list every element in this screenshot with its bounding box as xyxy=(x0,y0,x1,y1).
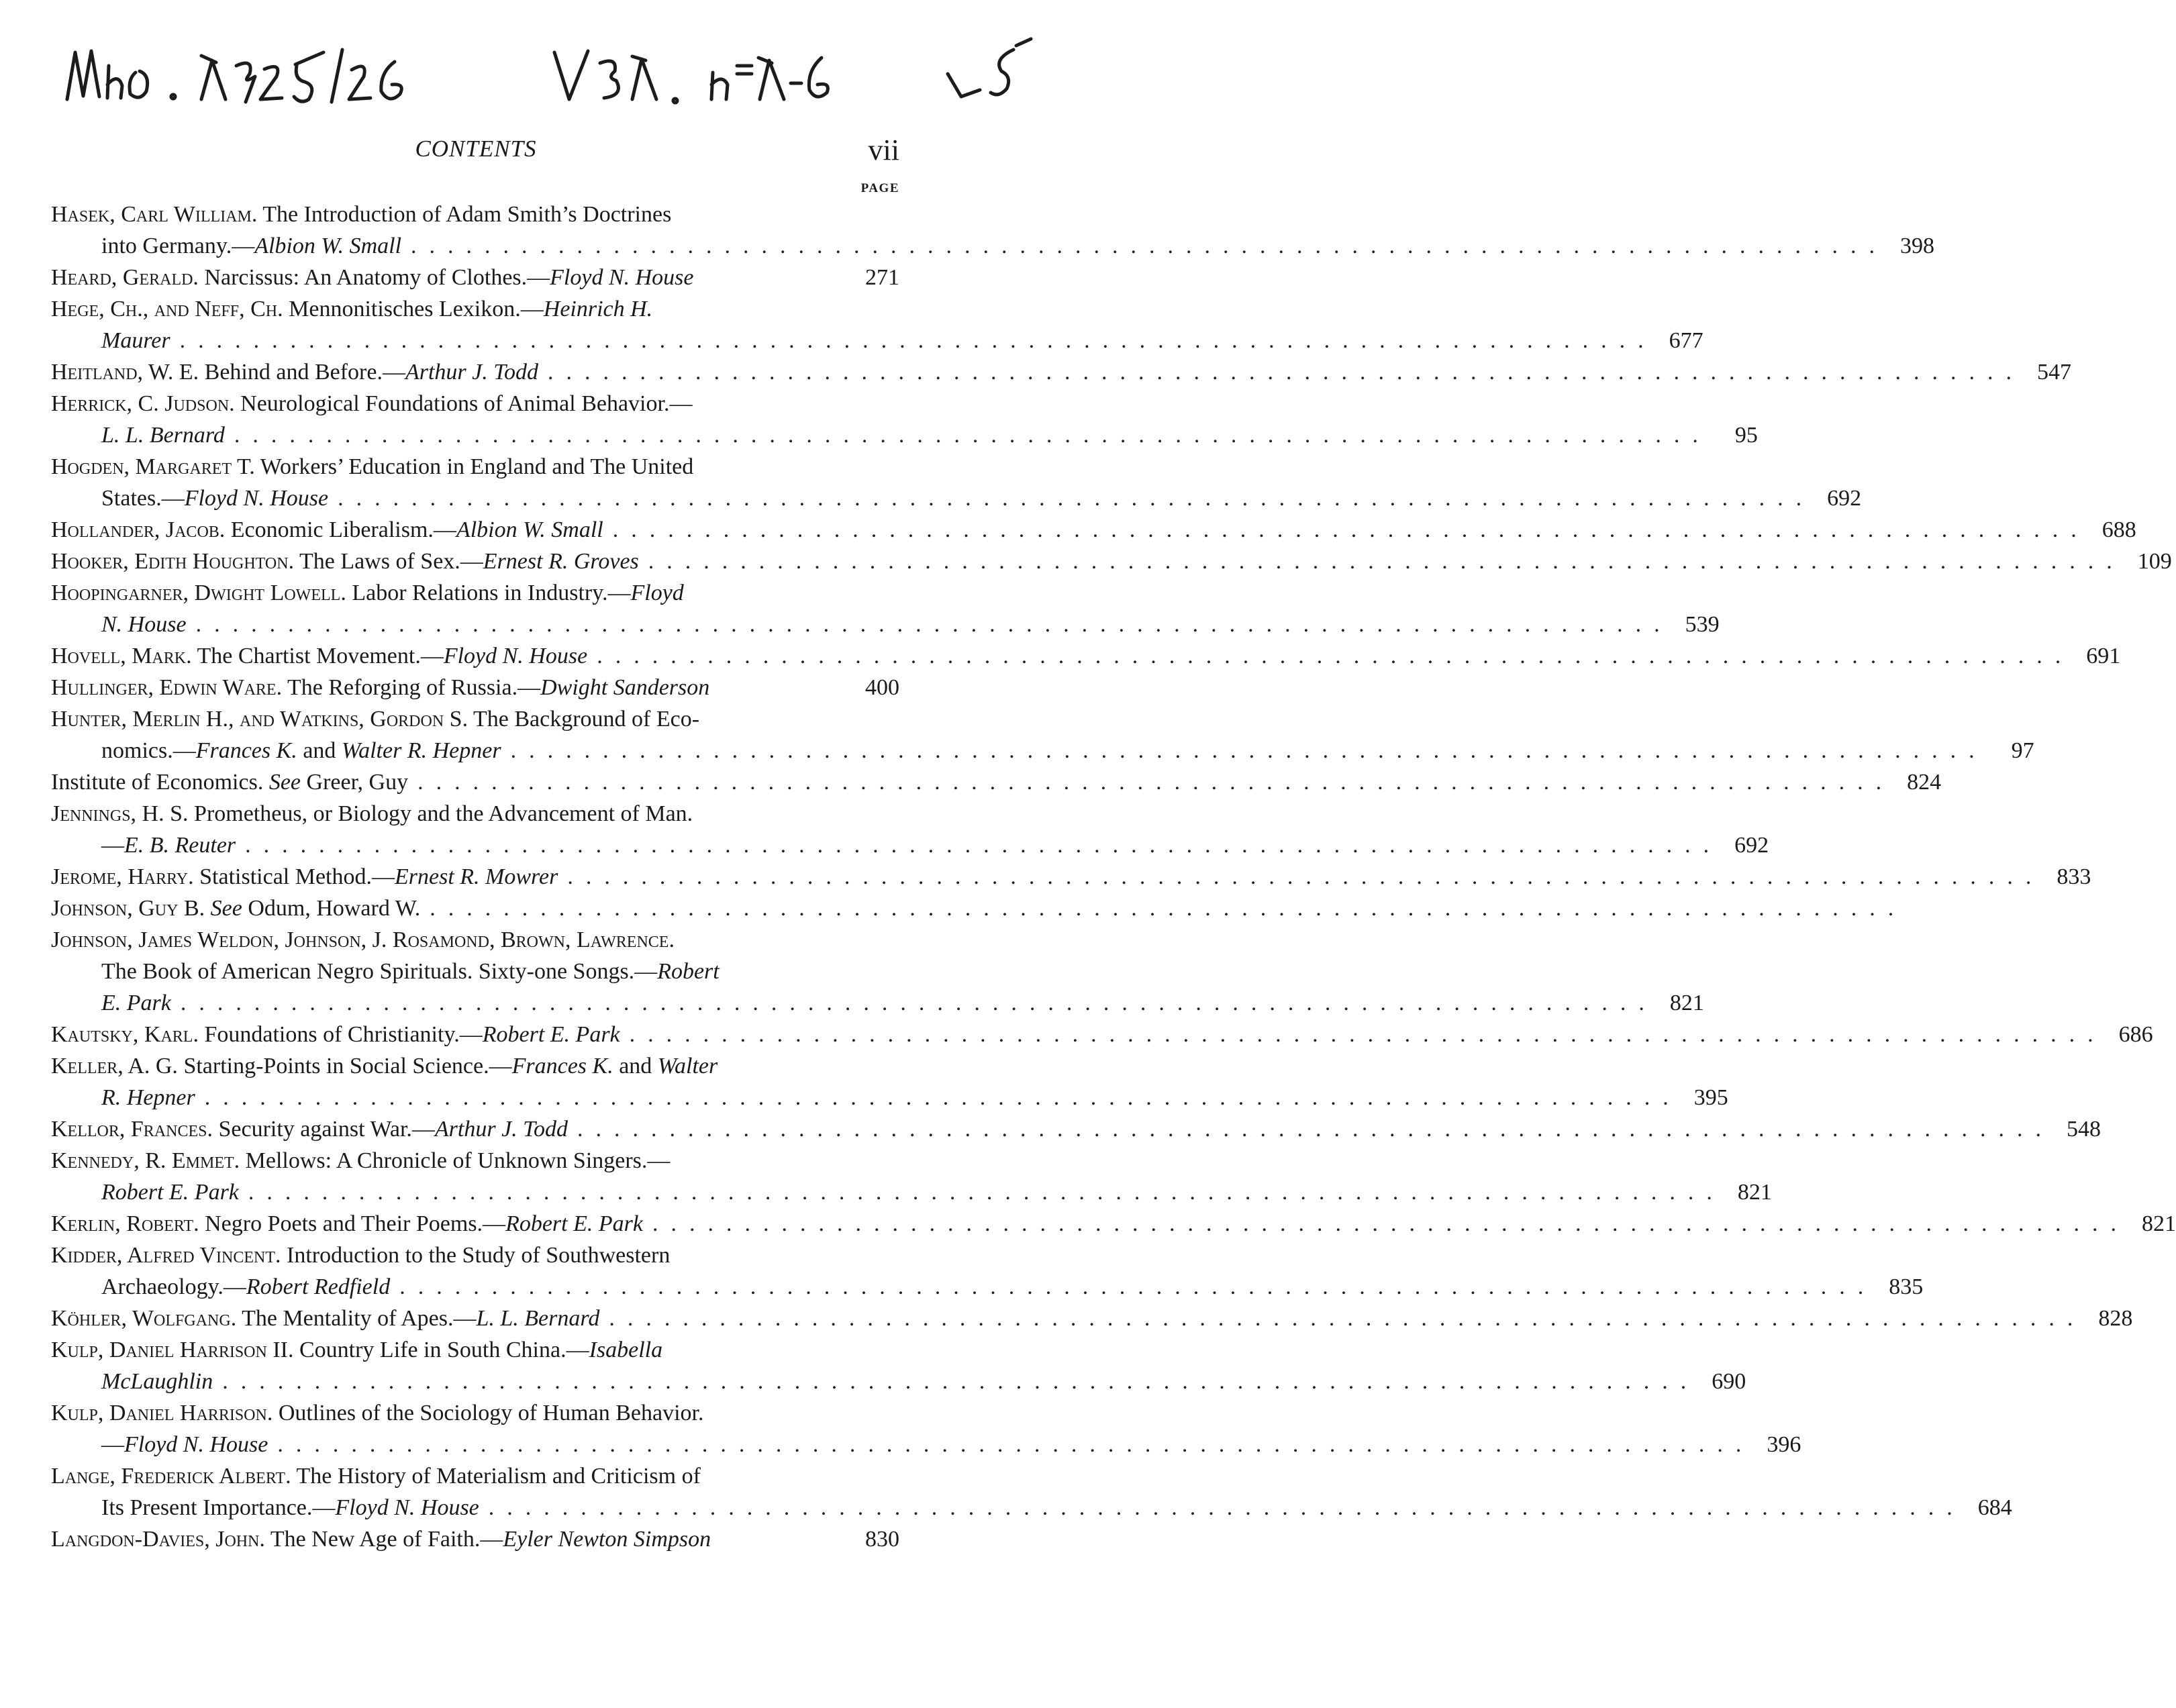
entry-reviewer: Floyd N. House xyxy=(443,644,588,668)
entry-reviewer: Ernest R. Groves xyxy=(483,549,639,574)
entry-reviewer: Dwight Sanderson xyxy=(540,675,710,700)
entry-reviewer: Eyler Newton Simpson xyxy=(503,1527,711,1552)
handwritten-catalog-note xyxy=(60,32,1054,113)
entry-line xyxy=(51,735,2034,766)
contents-entry xyxy=(51,1019,2153,1050)
entry-title-text: Greer, Guy xyxy=(301,770,409,795)
entry-title-text: Statistical Method.— xyxy=(193,864,395,889)
entry-author: Hollander, Jacob. xyxy=(51,517,226,542)
entry-line xyxy=(51,893,1907,924)
entry-line xyxy=(51,672,899,703)
entry-author: Johnson, Guy B. xyxy=(51,896,205,921)
contents-entry xyxy=(51,703,2034,766)
entry-reviewer: Robert Redfield xyxy=(246,1274,391,1299)
entry-author: Kerlin, Robert. xyxy=(51,1211,199,1236)
entry-reviewer: Floyd N. House xyxy=(184,486,329,511)
entry-reviewer: E. Park xyxy=(101,991,171,1015)
entry-reviewer: Albion W. Small xyxy=(254,234,402,258)
entry-reviewer: McLaughlin xyxy=(101,1369,213,1394)
entry-text xyxy=(51,924,899,956)
spacer xyxy=(711,1523,852,1555)
dot-leaders: ................................................................................ xyxy=(648,549,2125,574)
dot-leaders: ................................................................................ xyxy=(417,770,1895,795)
entry-title-text: Introduction to the Study of Southwestern xyxy=(281,1243,671,1268)
entry-title-text: Country Life in South China.— xyxy=(293,1338,589,1362)
entry-page-number: 97 xyxy=(2011,738,2034,763)
dot-leaders: ................................................................................ xyxy=(277,1432,1754,1457)
entry-text xyxy=(51,577,899,609)
entry-line xyxy=(51,861,2091,893)
entry-author: Heard, Gerald. xyxy=(51,265,199,290)
entry-title-text: The Reforging of Russia.— xyxy=(282,675,541,700)
entry-author: Köhler, Wolfgang. xyxy=(51,1306,237,1331)
entry-author: Kulp, Daniel Harrison II. xyxy=(51,1338,294,1362)
dot-leaders: ................................................................................ xyxy=(548,360,2025,385)
entry-author: Hogden, Margaret T. xyxy=(51,454,255,479)
entry-reviewer: E. B. Reuter xyxy=(124,833,236,858)
entry-text xyxy=(101,483,328,514)
entry-reviewer: Albion W. Small xyxy=(456,517,603,542)
entry-reviewer: Floyd N. House xyxy=(124,1432,268,1457)
entry-reviewer: Robert E. Park xyxy=(101,1180,239,1205)
dot-leaders: ................................................................................ xyxy=(609,1306,2086,1331)
entry-line xyxy=(51,1460,899,1492)
entry-text xyxy=(51,199,899,230)
entry-title-text: The Chartist Movement.— xyxy=(191,644,444,668)
contents-entry xyxy=(51,1208,2176,1240)
entry-line xyxy=(51,640,2121,672)
page-number: vii xyxy=(868,134,899,166)
entry-page-number: 271 xyxy=(865,265,899,290)
entry-title-text: Foundations of Christianity.— xyxy=(198,1022,483,1047)
entry-line xyxy=(51,1145,899,1176)
entry-author: Hullinger, Edwin Ware. xyxy=(51,675,283,700)
entry-reviewer: See xyxy=(210,896,242,921)
entry-author: Hege, Ch., and Neff, Ch. xyxy=(51,297,283,321)
entry-text xyxy=(101,1176,239,1208)
entry-title-text: Mellows: A Chronicle of Unknown Singers.— xyxy=(240,1148,671,1173)
dot-leaders: ................................................................................ xyxy=(430,896,1907,921)
entry-title-text: The History of Materialism and Criticism of xyxy=(291,1464,701,1489)
entry-title-text: States.— xyxy=(101,486,185,511)
page-column-label: PAGE xyxy=(860,181,899,195)
contents-entry xyxy=(51,798,1769,861)
dot-leaders: ................................................................................ xyxy=(652,1211,2129,1236)
entry-line xyxy=(51,293,899,325)
entry-text xyxy=(51,1145,899,1176)
entry-title-text: and xyxy=(613,1054,658,1078)
entry-title-text: Outlines of the Sociology of Human Behavior. xyxy=(273,1401,704,1425)
entry-page-number: 828 xyxy=(2098,1306,2133,1331)
entry-text xyxy=(51,1334,899,1366)
dot-leaders: ................................................................................ xyxy=(179,328,1656,353)
contents-entry xyxy=(51,1050,1728,1113)
entry-line xyxy=(51,262,899,293)
entry-reviewer: Robert E. Park xyxy=(505,1211,643,1236)
contents-entry xyxy=(51,1334,1746,1397)
entry-text xyxy=(101,419,225,451)
entry-line xyxy=(51,546,2172,577)
entry-text xyxy=(101,230,401,262)
entry-author: Kellor, Frances. xyxy=(51,1117,213,1142)
entry-author: Hovell, Mark. xyxy=(51,644,192,668)
entry-title-text: Prometheus, or Biology and the Advancement of Man. xyxy=(188,801,693,826)
entry-page-number: 400 xyxy=(865,675,899,700)
contents-entry xyxy=(51,672,899,703)
entry-title-text: Behind and Before.— xyxy=(199,360,405,385)
entry-line xyxy=(51,1397,899,1429)
entry-author: Heitland, W. E. xyxy=(51,360,199,385)
entry-text xyxy=(51,861,558,893)
contents-entry xyxy=(51,1113,2101,1145)
entry-author: Johnson, James Weldon, Johnson, J. Rosamond, Brown, Lawrence. xyxy=(51,927,675,952)
entry-title-text: — xyxy=(101,1432,124,1457)
entry-page-number: 396 xyxy=(1767,1432,1801,1457)
entry-author: Kulp, Daniel Harrison. xyxy=(51,1401,273,1425)
entry-text xyxy=(101,735,501,766)
entry-line xyxy=(51,703,899,735)
entry-text xyxy=(51,1460,899,1492)
entry-line xyxy=(51,230,1935,262)
entry-title-text: The New Age of Faith.— xyxy=(264,1527,503,1552)
entry-text xyxy=(101,609,187,640)
dot-leaders: ................................................................................ xyxy=(222,1369,1699,1394)
entry-line xyxy=(51,924,899,956)
dot-leaders: ................................................................................ xyxy=(510,738,1987,763)
entry-page-number: 833 xyxy=(2057,864,2091,889)
entry-reviewer: L. L. Bernard xyxy=(101,423,225,448)
entry-text xyxy=(101,830,236,861)
entry-reviewer: Isabella xyxy=(589,1338,663,1362)
dot-leaders: ................................................................................ xyxy=(204,1085,1681,1110)
entry-page-number: 821 xyxy=(1669,991,1704,1015)
entry-line xyxy=(51,1271,1924,1303)
entry-text xyxy=(51,766,408,798)
entry-page-number: 824 xyxy=(1907,770,1942,795)
entry-reviewer: Arthur J. Todd xyxy=(405,360,539,385)
entry-text xyxy=(101,1271,390,1303)
contents-entry xyxy=(51,893,1907,924)
dot-leaders: ................................................................................ xyxy=(338,486,1815,511)
entry-page-number: 684 xyxy=(1977,1495,2012,1520)
entry-title-text: nomics.— xyxy=(101,738,196,763)
entry-page-number: 398 xyxy=(1900,234,1935,258)
contents-entry xyxy=(51,640,2121,672)
dot-leaders: ................................................................................ xyxy=(488,1495,1965,1520)
contents-entry xyxy=(51,1145,1772,1208)
entry-text xyxy=(51,1240,899,1271)
entry-text xyxy=(101,1366,213,1397)
contents-entry xyxy=(51,861,2091,893)
entry-page-number: 692 xyxy=(1827,486,1862,511)
entry-title-text: Mennonitisches Lexikon.— xyxy=(283,297,544,321)
entry-reviewer: Robert E. Park xyxy=(482,1022,620,1047)
entry-reviewer: Arthur J. Todd xyxy=(434,1117,568,1142)
entry-title-text: The Mentality of Apes.— xyxy=(236,1306,477,1331)
entry-line xyxy=(51,1240,899,1271)
entry-title-text: Archaeology.— xyxy=(101,1274,246,1299)
entry-reviewer: Ernest R. Mowrer xyxy=(395,864,558,889)
page-header xyxy=(52,133,899,173)
dot-leaders: ................................................................................ xyxy=(597,644,2074,668)
dot-leaders: ................................................................................ xyxy=(195,612,1673,637)
entry-author: Langdon-Davies, John. xyxy=(51,1527,265,1552)
entry-title-text: The Introduction of Adam Smith’s Doctrines xyxy=(257,202,672,227)
entry-line xyxy=(51,356,2072,388)
entry-reviewer: Frances K. xyxy=(195,738,297,763)
entry-author: Kidder, Alfred Vincent. xyxy=(51,1243,281,1268)
entry-page-number: 690 xyxy=(1712,1369,1746,1394)
entry-line xyxy=(51,1366,1746,1397)
entry-reviewer: N. House xyxy=(101,612,187,637)
entry-text xyxy=(51,1397,899,1429)
entry-page-number: 835 xyxy=(1889,1274,1924,1299)
entry-page-number: 691 xyxy=(2086,644,2121,668)
entry-text xyxy=(51,293,899,325)
entry-reviewer: Maurer xyxy=(101,328,170,353)
entry-author: Herrick, C. Judson. xyxy=(51,391,235,416)
entry-title-text: The Background of Eco- xyxy=(468,707,700,732)
entry-page-number: 395 xyxy=(1693,1085,1728,1110)
entry-reviewer: Floyd N. House xyxy=(550,265,694,290)
entry-title-text: into Germany.— xyxy=(101,234,255,258)
entry-author: Kennedy, R. Emmet. xyxy=(51,1148,240,1173)
dot-leaders: ................................................................................ xyxy=(234,423,1711,448)
entry-page-number: 830 xyxy=(865,1527,899,1552)
contents-entry xyxy=(51,388,1758,451)
entry-page-number: 95 xyxy=(1734,423,1758,448)
entry-title-text: Negro Poets and Their Poems.— xyxy=(199,1211,506,1236)
entry-title-text: Labor Relations in Industry.— xyxy=(346,581,631,605)
contents-entry xyxy=(51,514,2136,546)
entry-author: Hunter, Merlin H., and Watkins, Gordon S. xyxy=(51,707,468,732)
entry-author: Jennings, H. S. xyxy=(51,801,189,826)
entry-text xyxy=(51,1523,711,1555)
entry-title-text: Neurological Foundations of Animal Behavior.— xyxy=(234,391,693,416)
entry-line xyxy=(51,1208,2176,1240)
dot-leaders: ................................................................................ xyxy=(411,234,1888,258)
entry-line xyxy=(51,1113,2101,1145)
entry-line xyxy=(51,1429,1801,1460)
dot-leaders: ................................................................................ xyxy=(180,991,1657,1015)
entry-author: Kautsky, Karl. xyxy=(51,1022,199,1047)
entry-title-text: Its Present Importance.— xyxy=(101,1495,336,1520)
entry-text xyxy=(51,1113,568,1145)
entry-line xyxy=(51,830,1769,861)
entry-text xyxy=(51,356,538,388)
entry-title-text: The Book of American Negro Spirituals. Sixty-one Songs.— xyxy=(101,959,658,984)
entry-reviewer: R. Hepner xyxy=(101,1085,195,1110)
entry-line xyxy=(51,1303,2133,1334)
spacer xyxy=(694,262,853,293)
entry-text xyxy=(51,1019,620,1050)
entry-author: Lange, Frederick Albert. xyxy=(51,1464,291,1489)
entry-author: Hooker, Edith Houghton. xyxy=(51,549,295,574)
entry-line xyxy=(51,1334,899,1366)
entry-line xyxy=(51,577,899,609)
contents-entry xyxy=(51,293,1703,356)
entry-text xyxy=(51,546,639,577)
entry-text xyxy=(101,1082,195,1113)
entry-author: Keller, A. G. xyxy=(51,1054,178,1078)
entry-line xyxy=(51,766,1942,798)
contents-entry xyxy=(51,924,1704,1019)
entry-text xyxy=(101,1429,268,1460)
entry-title-text: Economic Liberalism.— xyxy=(225,517,456,542)
entry-line xyxy=(51,451,899,483)
entry-line xyxy=(51,419,1758,451)
dot-leaders: ................................................................................ xyxy=(248,1180,1725,1205)
entry-page-number: 539 xyxy=(1685,612,1720,637)
entry-page-number: 692 xyxy=(1734,833,1769,858)
entry-reviewer: Floyd N. House xyxy=(335,1495,479,1520)
entry-title-text: Odum, Howard W. xyxy=(242,896,421,921)
entry-author: Hasek, Carl William. xyxy=(51,202,258,227)
contents-entry xyxy=(51,1240,1924,1303)
spacer xyxy=(709,672,852,703)
entry-text xyxy=(51,1050,899,1082)
entry-text xyxy=(51,262,694,293)
dot-leaders: ................................................................................ xyxy=(612,517,2089,542)
entry-text xyxy=(51,798,899,830)
running-title: CONTENTS xyxy=(415,136,537,162)
entry-text xyxy=(51,1303,599,1334)
dot-leaders: ................................................................................ xyxy=(577,1117,2054,1142)
contents-entry xyxy=(51,199,1935,262)
entry-line xyxy=(51,798,899,830)
entry-title-text: The Laws of Sex.— xyxy=(294,549,483,574)
entry-line xyxy=(51,1050,899,1082)
entry-page-number xyxy=(1906,893,1933,924)
entry-line xyxy=(51,1492,2012,1523)
entry-page-number: 548 xyxy=(2066,1117,2101,1142)
entry-line xyxy=(51,388,899,419)
entry-reviewer: Robert xyxy=(657,959,720,984)
entry-text xyxy=(51,703,899,735)
entry-text xyxy=(101,325,170,356)
contents-entry xyxy=(51,1523,899,1555)
entry-page-number: 688 xyxy=(2101,517,2136,542)
contents-entry xyxy=(51,1303,2133,1334)
entry-line xyxy=(51,514,2136,546)
entry-reviewer: Walter xyxy=(657,1054,718,1078)
contents-entry xyxy=(51,577,1720,640)
entry-title-text: and xyxy=(297,738,342,763)
dot-leaders: ................................................................................ xyxy=(245,833,1722,858)
contents-entry xyxy=(51,1460,2012,1523)
contents-entry xyxy=(51,546,2172,577)
contents-entry xyxy=(51,1397,1801,1460)
entry-reviewer: Frances K. xyxy=(511,1054,613,1078)
entry-author: Jerome, Harry. xyxy=(51,864,194,889)
contents-entry xyxy=(51,262,899,293)
entry-text xyxy=(51,640,587,672)
entry-text xyxy=(51,893,420,924)
dot-leaders: ................................................................................ xyxy=(567,864,2044,889)
entry-line xyxy=(51,1082,1728,1113)
entry-author: Hoopingarner, Dwight Lowell. xyxy=(51,581,346,605)
contents-entry xyxy=(51,451,1862,514)
entry-text xyxy=(101,956,899,987)
entry-page-number: 686 xyxy=(2118,1022,2153,1047)
dot-leaders: ................................................................................ xyxy=(399,1274,1877,1299)
entry-line xyxy=(51,1523,899,1555)
entry-reviewer: Floyd xyxy=(630,581,684,605)
entry-title-text: Narcissus: An Anatomy of Clothes.— xyxy=(198,265,550,290)
entry-line xyxy=(51,987,1704,1019)
entry-reviewer: Heinrich H. xyxy=(543,297,653,321)
entry-line xyxy=(51,325,1703,356)
entry-line xyxy=(51,1019,2153,1050)
entry-text xyxy=(51,451,899,483)
entry-text xyxy=(51,514,603,546)
entry-title-text: Security against War.— xyxy=(212,1117,435,1142)
entry-text xyxy=(51,388,899,419)
entry-page-number: 821 xyxy=(2141,1211,2176,1236)
entry-line xyxy=(51,956,899,987)
entry-page-number: 547 xyxy=(2037,360,2072,385)
entry-title-text: — xyxy=(101,833,124,858)
dot-leaders: ................................................................................ xyxy=(629,1022,2106,1047)
entry-reviewer: See xyxy=(268,770,301,795)
entry-title-text: Institute of Economics. xyxy=(51,770,269,795)
entry-text xyxy=(101,987,171,1019)
entry-text xyxy=(101,1492,479,1523)
entry-text xyxy=(51,1208,643,1240)
contents-list xyxy=(51,199,2176,1555)
entry-line xyxy=(51,1176,1772,1208)
entry-reviewer: Walter R. Hepner xyxy=(341,738,501,763)
entry-text xyxy=(51,672,709,703)
entry-line xyxy=(51,199,899,230)
entry-reviewer: L. L. Bernard xyxy=(476,1306,600,1331)
entry-title-text: Workers’ Education in England and The United xyxy=(254,454,694,479)
entry-line xyxy=(51,483,1862,514)
entry-line xyxy=(51,609,1720,640)
entry-page-number: 677 xyxy=(1669,328,1703,353)
entry-title-text: Starting-Points in Social Science.— xyxy=(177,1054,512,1078)
contents-entry xyxy=(51,766,1942,798)
entry-page-number: 821 xyxy=(1737,1180,1772,1205)
contents-entry xyxy=(51,356,2072,388)
entry-page-number: 109 xyxy=(2137,549,2172,574)
entry-title-text xyxy=(205,896,211,921)
